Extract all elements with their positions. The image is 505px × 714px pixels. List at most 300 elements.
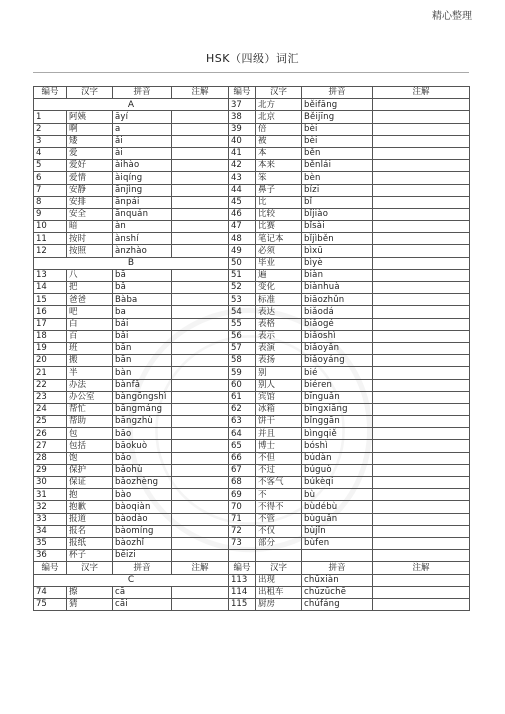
- entry-hanzi: 爱情: [67, 172, 113, 184]
- entry-note: [373, 452, 470, 464]
- entry-note: [172, 294, 229, 306]
- entry-pinyin: bàoqiàn: [113, 501, 172, 513]
- entry-note: [373, 221, 470, 233]
- entry-number: 49: [229, 245, 256, 257]
- entry-pinyin: bǎi: [113, 330, 172, 342]
- entry-note: [373, 233, 470, 245]
- entry-number: 16: [34, 306, 67, 318]
- entry-hanzi: 爱好: [67, 160, 113, 172]
- entry-hanzi: 白: [67, 318, 113, 330]
- entry-number: 32: [34, 501, 67, 513]
- entry-hanzi: 帮忙: [67, 403, 113, 415]
- column-header: 汉字: [67, 562, 113, 574]
- entry-pinyin: ǎi: [113, 135, 172, 147]
- entry-number: 55: [229, 318, 256, 330]
- entry-note: [373, 330, 470, 342]
- entry-number: 36: [34, 550, 67, 562]
- table-row: [34, 598, 470, 610]
- entry-hanzi: 抱歉: [67, 501, 113, 513]
- entry-number: 3: [34, 135, 67, 147]
- table-row: [34, 477, 470, 489]
- entry-note: [373, 440, 470, 452]
- entry-pinyin: bù: [302, 489, 373, 501]
- vocabulary-table: [33, 86, 470, 611]
- entry-hanzi: 办公室: [67, 391, 113, 403]
- entry-number: 46: [229, 208, 256, 220]
- entry-note: [172, 513, 229, 525]
- column-header: 拼音: [302, 562, 373, 574]
- entry-pinyin: bèi: [302, 135, 373, 147]
- table-row: [34, 574, 470, 586]
- entry-note: [172, 501, 229, 513]
- entry-number: 73: [229, 537, 256, 549]
- entry-hanzi: 饱: [67, 452, 113, 464]
- entry-note: [172, 318, 229, 330]
- entry-number: 50: [229, 257, 256, 269]
- entry-hanzi: 班: [67, 342, 113, 354]
- entry-hanzi: 表格: [256, 318, 302, 330]
- entry-pinyin: bízi: [302, 184, 373, 196]
- entry-pinyin: biǎogé: [302, 318, 373, 330]
- entry-number: 61: [229, 391, 256, 403]
- entry-hanzi: 被: [256, 135, 302, 147]
- entry-pinyin: bīngxiāng: [302, 403, 373, 415]
- entry-number: 40: [229, 135, 256, 147]
- entry-number: 6: [34, 172, 67, 184]
- entry-hanzi: 部分: [256, 537, 302, 549]
- entry-note: [373, 160, 470, 172]
- table-row: [34, 452, 470, 464]
- entry-pinyin: bǎo: [113, 452, 172, 464]
- entry-pinyin: biànhuà: [302, 282, 373, 294]
- entry-hanzi: 暗: [67, 221, 113, 233]
- entry-hanzi: 宾馆: [256, 391, 302, 403]
- entry-note: [373, 282, 470, 294]
- entry-note: [172, 586, 229, 598]
- entry-note: [373, 464, 470, 476]
- entry-number: 39: [229, 123, 256, 135]
- entry-pinyin: běn: [302, 147, 373, 159]
- entry-note: [172, 221, 229, 233]
- table-row: [34, 489, 470, 501]
- entry-pinyin: chúfáng: [302, 598, 373, 610]
- entry-hanzi: 表达: [256, 306, 302, 318]
- entry-number: 71: [229, 513, 256, 525]
- table-row: [34, 403, 470, 415]
- entry-number: 1: [34, 111, 67, 123]
- entry-hanzi: 按照: [67, 245, 113, 257]
- entry-note: [373, 342, 470, 354]
- entry-number: 75: [34, 598, 67, 610]
- entry-pinyin: ānjìng: [113, 184, 172, 196]
- entry-hanzi: 不客气: [256, 477, 302, 489]
- entry-number: 53: [229, 294, 256, 306]
- column-header: 编号: [229, 87, 256, 99]
- entry-hanzi: 饼干: [256, 416, 302, 428]
- entry-number: 44: [229, 184, 256, 196]
- table-row: [34, 342, 470, 354]
- table-row: [34, 416, 470, 428]
- entry-pinyin: a: [113, 123, 172, 135]
- entry-hanzi: 鼻子: [256, 184, 302, 196]
- entry-number: 60: [229, 379, 256, 391]
- entry-pinyin: Běijīng: [302, 111, 373, 123]
- entry-hanzi: 不: [256, 489, 302, 501]
- entry-number: 45: [229, 196, 256, 208]
- entry-note: [172, 172, 229, 184]
- entry-note: [373, 99, 470, 111]
- table-row: [34, 282, 470, 294]
- entry-hanzi: 标准: [256, 294, 302, 306]
- table-header-row: [34, 87, 470, 99]
- column-header: 汉字: [256, 562, 302, 574]
- entry-pinyin: bànfǎ: [113, 379, 172, 391]
- entry-number: 37: [229, 99, 256, 111]
- entry-note: [373, 257, 470, 269]
- entry-hanzi: 按时: [67, 233, 113, 245]
- table-row: [34, 537, 470, 549]
- entry-hanzi: 保证: [67, 477, 113, 489]
- entry-note: [172, 477, 229, 489]
- entry-pinyin: bān: [113, 342, 172, 354]
- entry-hanzi: 吧: [67, 306, 113, 318]
- table-row: [34, 123, 470, 135]
- table-row: [34, 306, 470, 318]
- table-row: [34, 501, 470, 513]
- entry-note: [373, 184, 470, 196]
- entry-note: [373, 123, 470, 135]
- entry-note: [373, 598, 470, 610]
- table-row: [34, 111, 470, 123]
- entry-note: [172, 282, 229, 294]
- entry-number: 42: [229, 160, 256, 172]
- entry-note: [373, 294, 470, 306]
- entry-number: 18: [34, 330, 67, 342]
- entry-pinyin: bái: [113, 318, 172, 330]
- entry-pinyin: bǐ: [302, 196, 373, 208]
- entry-pinyin: ānpái: [113, 196, 172, 208]
- entry-hanzi: 猜: [67, 598, 113, 610]
- entry-hanzi: 搬: [67, 355, 113, 367]
- entry-number: 43: [229, 172, 256, 184]
- table-row: [34, 172, 470, 184]
- entry-number: 11: [34, 233, 67, 245]
- entry-hanzi: 不过: [256, 464, 302, 476]
- entry-pinyin: bìyè: [302, 257, 373, 269]
- entry-pinyin: bié: [302, 367, 373, 379]
- table-row: [34, 513, 470, 525]
- entry-number: 69: [229, 489, 256, 501]
- entry-pinyin: ānquán: [113, 208, 172, 220]
- entry-hanzi: 擦: [67, 586, 113, 598]
- entry-number: 54: [229, 306, 256, 318]
- column-header: 注解: [373, 87, 470, 99]
- entry-number: 48: [229, 233, 256, 245]
- column-header: 拼音: [113, 562, 172, 574]
- entry-hanzi: 遍: [256, 269, 302, 281]
- table-row: [34, 440, 470, 452]
- entry-number: 27: [34, 440, 67, 452]
- entry-pinyin: bóshì: [302, 440, 373, 452]
- entry-pinyin: ài: [113, 147, 172, 159]
- entry-note: [172, 208, 229, 220]
- entry-number: 57: [229, 342, 256, 354]
- entry-hanzi: 厨房: [256, 598, 302, 610]
- column-header: 编号: [34, 87, 67, 99]
- entry-note: [373, 367, 470, 379]
- entry-note: [172, 269, 229, 281]
- entry-number: 5: [34, 160, 67, 172]
- entry-pinyin: bùguǎn: [302, 513, 373, 525]
- entry-hanzi: 表扬: [256, 355, 302, 367]
- entry-hanzi: 帮助: [67, 416, 113, 428]
- entry-number: 115: [229, 598, 256, 610]
- entry-number: 8: [34, 196, 67, 208]
- entry-number: 66: [229, 452, 256, 464]
- entry-note: [373, 135, 470, 147]
- entry-hanzi: 本来: [256, 160, 302, 172]
- table-row: [34, 184, 470, 196]
- entry-hanzi: 百: [67, 330, 113, 342]
- entry-number: 9: [34, 208, 67, 220]
- entry-note: [373, 208, 470, 220]
- entry-note: [172, 160, 229, 172]
- section-letter: C: [34, 574, 229, 586]
- column-header: 汉字: [256, 87, 302, 99]
- entry-number: 2: [34, 123, 67, 135]
- entry-pinyin: bāokuò: [113, 440, 172, 452]
- entry-hanzi: [256, 550, 302, 562]
- column-header: 注解: [373, 562, 470, 574]
- entry-note: [172, 391, 229, 403]
- table-row: [34, 586, 470, 598]
- entry-pinyin: biǎoyǎn: [302, 342, 373, 354]
- page-title: HSK（四级）词汇: [206, 52, 299, 65]
- table-row: [34, 99, 470, 111]
- entry-number: 28: [34, 452, 67, 464]
- entry-pinyin: bàomíng: [113, 525, 172, 537]
- entry-note: [172, 550, 229, 562]
- entry-number: 20: [34, 355, 67, 367]
- entry-pinyin: àihào: [113, 160, 172, 172]
- entry-pinyin: chūzūchē: [302, 586, 373, 598]
- table-row: [34, 208, 470, 220]
- entry-hanzi: 安静: [67, 184, 113, 196]
- entry-pinyin: bāngzhù: [113, 416, 172, 428]
- entry-note: [172, 598, 229, 610]
- entry-hanzi: 八: [67, 269, 113, 281]
- entry-note: [373, 537, 470, 549]
- entry-note: [172, 111, 229, 123]
- entry-pinyin: bǐjiào: [302, 208, 373, 220]
- entry-pinyin: bàn: [113, 367, 172, 379]
- entry-note: [373, 501, 470, 513]
- entry-number: 22: [34, 379, 67, 391]
- entry-number: [229, 550, 256, 562]
- entry-pinyin: bàngōngshì: [113, 391, 172, 403]
- entry-number: 74: [34, 586, 67, 598]
- entry-hanzi: 爱: [67, 147, 113, 159]
- entry-note: [373, 477, 470, 489]
- entry-number: 65: [229, 440, 256, 452]
- entry-number: 56: [229, 330, 256, 342]
- entry-note: [172, 367, 229, 379]
- entry-hanzi: 包括: [67, 440, 113, 452]
- entry-hanzi: 变化: [256, 282, 302, 294]
- column-header: 注解: [172, 87, 229, 99]
- entry-pinyin: bàozhǐ: [113, 537, 172, 549]
- entry-number: 17: [34, 318, 67, 330]
- entry-number: 21: [34, 367, 67, 379]
- entry-note: [373, 550, 470, 562]
- entry-pinyin: ba: [113, 306, 172, 318]
- entry-hanzi: 表示: [256, 330, 302, 342]
- entry-hanzi: 表演: [256, 342, 302, 354]
- entry-note: [172, 233, 229, 245]
- entry-pinyin: ànshí: [113, 233, 172, 245]
- entry-pinyin: bān: [113, 355, 172, 367]
- entry-number: 12: [34, 245, 67, 257]
- entry-pinyin: biàn: [302, 269, 373, 281]
- entry-note: [172, 330, 229, 342]
- entry-number: 67: [229, 464, 256, 476]
- entry-pinyin: àn: [113, 221, 172, 233]
- entry-hanzi: 别: [256, 367, 302, 379]
- entry-pinyin: àiqíng: [113, 172, 172, 184]
- entry-note: [373, 196, 470, 208]
- entry-hanzi: 出租车: [256, 586, 302, 598]
- entry-note: [172, 147, 229, 159]
- entry-pinyin: bāo: [113, 428, 172, 440]
- table-row: [34, 330, 470, 342]
- entry-note: [172, 123, 229, 135]
- entry-pinyin: biéren: [302, 379, 373, 391]
- entry-hanzi: 比: [256, 196, 302, 208]
- entry-hanzi: 安排: [67, 196, 113, 208]
- entry-hanzi: 冰箱: [256, 403, 302, 415]
- entry-pinyin: biǎoyáng: [302, 355, 373, 367]
- entry-hanzi: 不管: [256, 513, 302, 525]
- entry-note: [172, 416, 229, 428]
- entry-hanzi: 半: [67, 367, 113, 379]
- entry-note: [373, 245, 470, 257]
- entry-note: [373, 391, 470, 403]
- entry-number: 114: [229, 586, 256, 598]
- entry-hanzi: 不得不: [256, 501, 302, 513]
- entry-number: 4: [34, 147, 67, 159]
- entry-note: [172, 428, 229, 440]
- title-divider: [33, 72, 469, 73]
- entry-hanzi: 倍: [256, 123, 302, 135]
- entry-pinyin: bùdébù: [302, 501, 373, 513]
- entry-note: [373, 379, 470, 391]
- entry-pinyin: běnlái: [302, 160, 373, 172]
- entry-pinyin: bàodào: [113, 513, 172, 525]
- entry-hanzi: 笨: [256, 172, 302, 184]
- entry-hanzi: 博士: [256, 440, 302, 452]
- entry-pinyin: běifāng: [302, 99, 373, 111]
- entry-number: 72: [229, 525, 256, 537]
- entry-number: 68: [229, 477, 256, 489]
- entry-pinyin: bāngmáng: [113, 403, 172, 415]
- entry-hanzi: 比较: [256, 208, 302, 220]
- table-row: [34, 391, 470, 403]
- entry-note: [172, 440, 229, 452]
- entry-hanzi: 毕业: [256, 257, 302, 269]
- table-row: [34, 257, 470, 269]
- entry-hanzi: 不仅: [256, 525, 302, 537]
- entry-note: [172, 403, 229, 415]
- entry-pinyin: bùjǐn: [302, 525, 373, 537]
- entry-pinyin: cā: [113, 586, 172, 598]
- column-header: 编号: [34, 562, 67, 574]
- entry-note: [373, 147, 470, 159]
- entry-note: [373, 318, 470, 330]
- entry-pinyin: bǎozhèng: [113, 477, 172, 489]
- entry-note: [172, 245, 229, 257]
- entry-number: 47: [229, 221, 256, 233]
- entry-pinyin: cāi: [113, 598, 172, 610]
- entry-hanzi: 本: [256, 147, 302, 159]
- entry-number: 52: [229, 282, 256, 294]
- entry-pinyin: bēizi: [113, 550, 172, 562]
- entry-note: [373, 574, 470, 586]
- entry-pinyin: bǐjìběn: [302, 233, 373, 245]
- entry-pinyin: búguò: [302, 464, 373, 476]
- entry-note: [373, 355, 470, 367]
- table-row: [34, 428, 470, 440]
- entry-note: [172, 489, 229, 501]
- entry-note: [172, 379, 229, 391]
- entry-number: 38: [229, 111, 256, 123]
- entry-number: 64: [229, 428, 256, 440]
- entry-hanzi: 并且: [256, 428, 302, 440]
- entry-number: 51: [229, 269, 256, 281]
- entry-pinyin: bùfen: [302, 537, 373, 549]
- entry-pinyin: bǐnggān: [302, 416, 373, 428]
- entry-note: [172, 135, 229, 147]
- entry-note: [373, 525, 470, 537]
- entry-pinyin: bǎ: [113, 282, 172, 294]
- entry-hanzi: 把: [67, 282, 113, 294]
- entry-pinyin: bìxū: [302, 245, 373, 257]
- entry-number: 33: [34, 513, 67, 525]
- entry-number: 59: [229, 367, 256, 379]
- entry-note: [373, 513, 470, 525]
- header-note: 精心整理: [432, 11, 472, 22]
- entry-number: 29: [34, 464, 67, 476]
- entry-hanzi: 保护: [67, 464, 113, 476]
- entry-number: 23: [34, 391, 67, 403]
- entry-number: 31: [34, 489, 67, 501]
- table-row: [34, 245, 470, 257]
- entry-pinyin: ànzhào: [113, 245, 172, 257]
- table-row: [34, 221, 470, 233]
- entry-hanzi: 报名: [67, 525, 113, 537]
- entry-number: 113: [229, 574, 256, 586]
- table-header-row: [34, 562, 470, 574]
- entry-hanzi: 笔记本: [256, 233, 302, 245]
- entry-number: 14: [34, 282, 67, 294]
- entry-note: [373, 489, 470, 501]
- entry-pinyin: búkèqi: [302, 477, 373, 489]
- entry-note: [172, 537, 229, 549]
- entry-note: [172, 306, 229, 318]
- table-row: [34, 269, 470, 281]
- entry-pinyin: bǐsài: [302, 221, 373, 233]
- entry-number: 34: [34, 525, 67, 537]
- entry-hanzi: 杯子: [67, 550, 113, 562]
